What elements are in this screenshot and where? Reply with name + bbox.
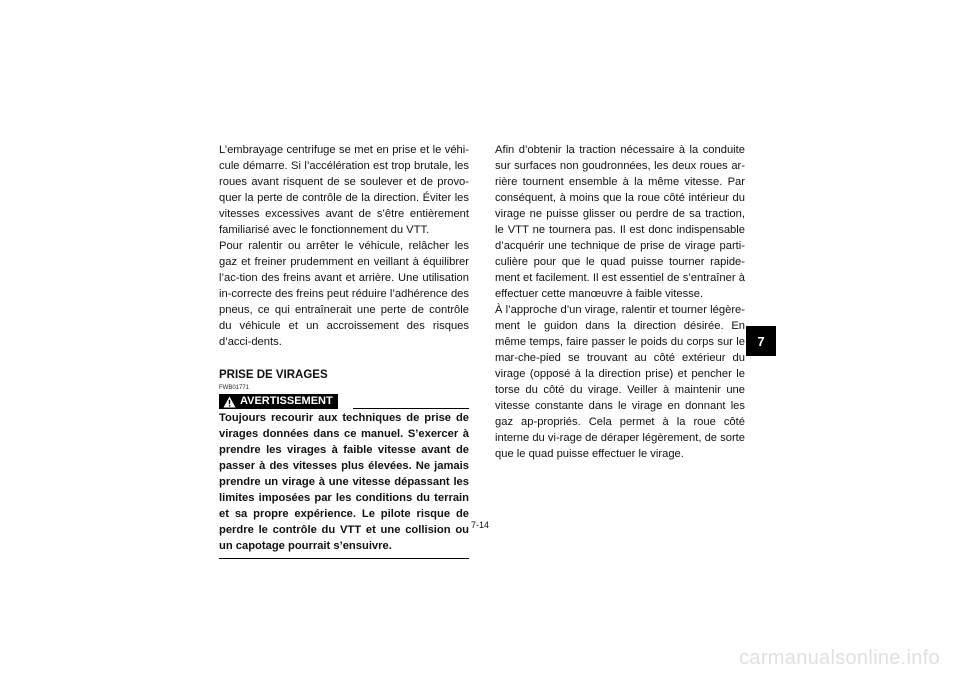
warning-triangle-icon	[223, 396, 236, 408]
page-number: 7-14	[470, 520, 489, 530]
chapter-tab: 7	[746, 326, 776, 356]
section-title: PRISE DE VIRAGES	[219, 369, 328, 381]
warning-divider	[353, 408, 469, 409]
reference-code: FWB01771	[219, 385, 250, 391]
warning-label: AVERTISSEMENT	[240, 395, 333, 407]
paragraph: À l’approche d’un virage, ralentir et tourner légère-ment le guidon dans la direction désirée. En même temps, faire passer le poids du corps sur le mar-che-pied se trouvant au côté extérieur du virage (opposé à la direction prise) et pencher le torse du côté du virage. Veiller à maintenir une vitesse constante dans le virage en donnant les gaz ap-propriés. Cela permet à la roue côté interne du vi-rage de déraper légèrement, de sorte que le quad puisse effectuer le virage.	[495, 304, 746, 460]
paragraph: Afin d’obtenir la traction nécessaire à la conduite sur surfaces non goudronnées, les deux roues ar-rière tournent ensemble à la même vitesse. Par conséquent, à moins que la roue côté intérieur du virage ne puisse glisser ou perdre de sa traction, le VTT ne tournera pas. Il est donc indispensable d’acquérir une technique de prise de virage parti-culière pour que le quad puisse tourner rapide-ment et facilement. Il est essentiel de s’entraîner à effectuer cette manœuvre à faible vitesse.	[495, 144, 745, 300]
warning-header	[219, 394, 469, 410]
paragraph: L’embrayage centrifuge se met en prise et le véhi-cule démarre. Si l’accélération est trop brutale, les roues avant risquent de se soulever et de provo-quer la perte de contrôle de la direction. Éviter les vitesses excessives avant de s’être entièrement familiarisé avec le fonctionnement du VTT.	[219, 144, 469, 236]
warning-badge	[219, 394, 338, 409]
right-column	[495, 142, 745, 462]
warning-bottom-rule	[219, 558, 469, 559]
warning-text: Toujours recourir aux techniques de prise de virages données dans ce manuel. S’exercer à prendre les virages à faible vitesse avant de passer à des vitesses plus élevées. Ne jamais prendre un virage à une vitesse dépassant les limites imposées par les conditions du terrain et sa propre expérience. Le pilote risque de perdre le contrôle du VTT et une collision ou un capotage pourrait s’ensuivre.	[219, 412, 469, 552]
watermark: carmanualsonline.info	[739, 647, 940, 669]
left-column	[219, 142, 469, 559]
paragraph: Pour ralentir ou arrêter le véhicule, relâcher les gaz et freiner prudemment en veillant à équilibrer l’ac-tion des freins avant et arrière. Une utilisation in-correcte des freins peut réduire l’adhérence des pneus, ce qui entraînerait une perte de contrôle du véhicule et un accroissement des risques d’acci-dents.	[219, 240, 469, 348]
